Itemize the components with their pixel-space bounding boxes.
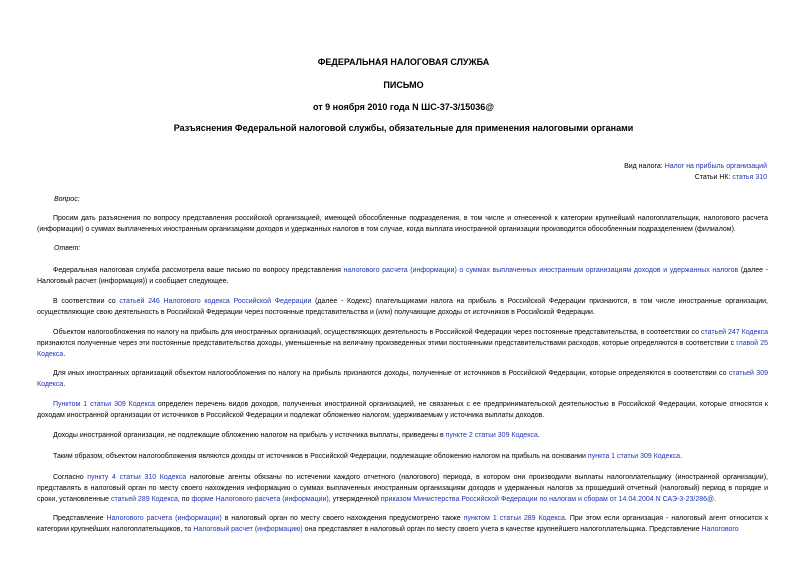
text: в налоговый орган по месту своего нахождения предусмотрено также (221, 515, 464, 522)
paragraph-link[interactable]: статьей 309 Кодекса (37, 370, 768, 388)
paragraph-link[interactable]: пункте 2 статьи 309 Кодекса (445, 432, 538, 439)
paragraph-link[interactable]: пункту 4 статьи 310 Кодекса (87, 474, 187, 481)
text: Представление (53, 515, 107, 522)
text: . (63, 381, 66, 388)
paragraph-link[interactable]: статьей 246 Налогового кодекса Российской Федерации (119, 298, 312, 305)
tax-type-link[interactable]: Налог на прибыль организаций (664, 163, 767, 170)
paragraph-1 (37, 265, 768, 287)
paragraph-link[interactable]: статьей 289 Кодекса (111, 496, 178, 503)
tax-type-line (624, 163, 767, 170)
paragraph-link[interactable]: Пунктом 1 статьи 309 Кодекса (53, 401, 156, 408)
agency-heading: ФЕДЕРАЛЬНАЯ НАЛОГОВАЯ СЛУЖБА (317, 57, 490, 67)
nk-articles-label: Статьи НК: (694, 174, 733, 181)
question-label: Вопрос: (54, 196, 80, 203)
text: (далее - Налоговый расчет (информация)) и сообщает следующее. (37, 267, 768, 285)
paragraph-link[interactable]: форме Налогового расчета (информации) (191, 496, 329, 503)
paragraph-link[interactable]: Налоговый расчет (информацию) (193, 526, 303, 533)
nk-articles-link[interactable]: статья 310 (732, 174, 767, 181)
paragraph-link[interactable]: пунктом 1 статьи 289 Кодекса (463, 515, 565, 522)
text: Для иных иностранных организаций объектом налогообложения по налогу на прибыль признаются доходы, полученные от источников в Российской Федерации, которые определяются в соответствии со (53, 370, 729, 377)
document-subject: Разъяснения Федеральной налоговой службы, обязательные для применения налоговыми органами (173, 123, 634, 133)
paragraph-2 (37, 296, 768, 318)
tax-type-label: Вид налога: (624, 163, 665, 170)
text: Федеральная налоговая служба рассмотрела ваше письмо по вопросу представления (53, 267, 344, 274)
paragraph-link[interactable]: приказом Министерства Российской Федерации по налогам и сборам от 14.04.2004 N САЭ-3-23/286@ (380, 496, 715, 503)
text: , по (177, 496, 192, 503)
text: Таким образом, объектом налогообложения являются доходы от источников в Российской Федерации, подлежащие обложению налогом на прибыль на основании (53, 453, 588, 460)
text: определен перечень видов доходов, полученных иностранной организацией, не связанных с ее предпринимательской деятельностью в Российской Федерации, которые относятся к доходам иностранной организации от источников в Российской Федерации и подлежат обложению налогом, удерживаемым у источника выплаты доходов. (37, 401, 768, 419)
paragraph-8 (37, 472, 768, 505)
text: . При этом если организация - налоговый агент относится к категории крупнейших налогоплательщиков, то (37, 515, 769, 533)
document-date-number: от 9 ноября 2010 года N ШС-37-3/15036@ (312, 102, 495, 112)
paragraph-6 (37, 430, 768, 441)
paragraph-link[interactable]: Налогового расчета (информации) (106, 515, 222, 522)
text: . (63, 351, 66, 358)
paragraph-7 (37, 451, 768, 462)
paragraph-4 (37, 368, 768, 390)
text: Объектом налогообложения по налогу на прибыль для иностранных организаций, осуществляющих деятельность в Российской Федерации через постоянные представительства, в соответствии со (53, 329, 701, 336)
paragraph-9 (37, 513, 768, 535)
paragraph-link[interactable]: налогового расчета (информации) о суммах выплаченных иностранным организациям доходов и удержанных налогов (343, 267, 739, 274)
paragraph-link[interactable]: Налогового (701, 526, 739, 533)
text: . (680, 453, 682, 460)
paragraph-5 (37, 399, 768, 421)
document-type-heading: ПИСЬМО (383, 80, 424, 90)
nk-articles-line (695, 174, 767, 181)
paragraph-link[interactable]: пункта 1 статьи 309 Кодекса (587, 453, 681, 460)
text: Доходы иностранной организации, не подлежащие обложению налогом на прибыль у источника выплаты, приведены в (53, 432, 446, 439)
text: признаются полученные через эти постоянные представительства доходы, уменьшенные на величину произведенных этими постоянными представительствами расходов, которые определяются в соответствии с (37, 340, 737, 347)
text: (далее - Кодекс) плательщиками налога на прибыль в Российской Федерации признаются, в том числе иностранные организации, осуществляющие свою деятельность в Российской Федерации через постоянные представительства и (или) получающие доходы от источников в Российской Федерации. (37, 298, 768, 316)
text: Согласно (53, 474, 88, 481)
text: , утвержденной (328, 496, 381, 503)
question-paragraph: Просим дать разъяснения по вопросу представления российской организацией, имеющей обособленные подразделения, в том числе и отнесенной к категории крупнейший налогоплательщик, налогового расчета (информации) о суммах выплаченных иностранным организациям доходов и удержанных налогов в том случае, когда выплата иностранной организации производится обособленным подразделением (филиалом). (37, 215, 768, 233)
text: . (537, 432, 540, 439)
text: В соответствии со (53, 298, 120, 305)
text: . (714, 496, 717, 503)
paragraph-3 (37, 327, 768, 360)
answer-label: Ответ: (54, 245, 81, 252)
paragraph-link[interactable]: главой 25 Кодекса (37, 340, 768, 358)
text: налоговые агенты обязаны по истечении каждого отчетного (налогового) периода, в котором они производили выплаты налогоплательщику (иностранной организации), представлять в налоговый орган по месту своего нахождения информацию о суммах выплаченных иностранным организациям доходов и удержанных налогов за прошедший отчетный (налоговый) период в порядке и сроки, установленные (37, 474, 768, 503)
paragraph-link[interactable]: статьей 247 Кодекса (700, 329, 768, 336)
text: она представляет в налоговый орган по месту своего учета в качестве крупнейшего налогоплательщика. Представление (302, 526, 702, 533)
